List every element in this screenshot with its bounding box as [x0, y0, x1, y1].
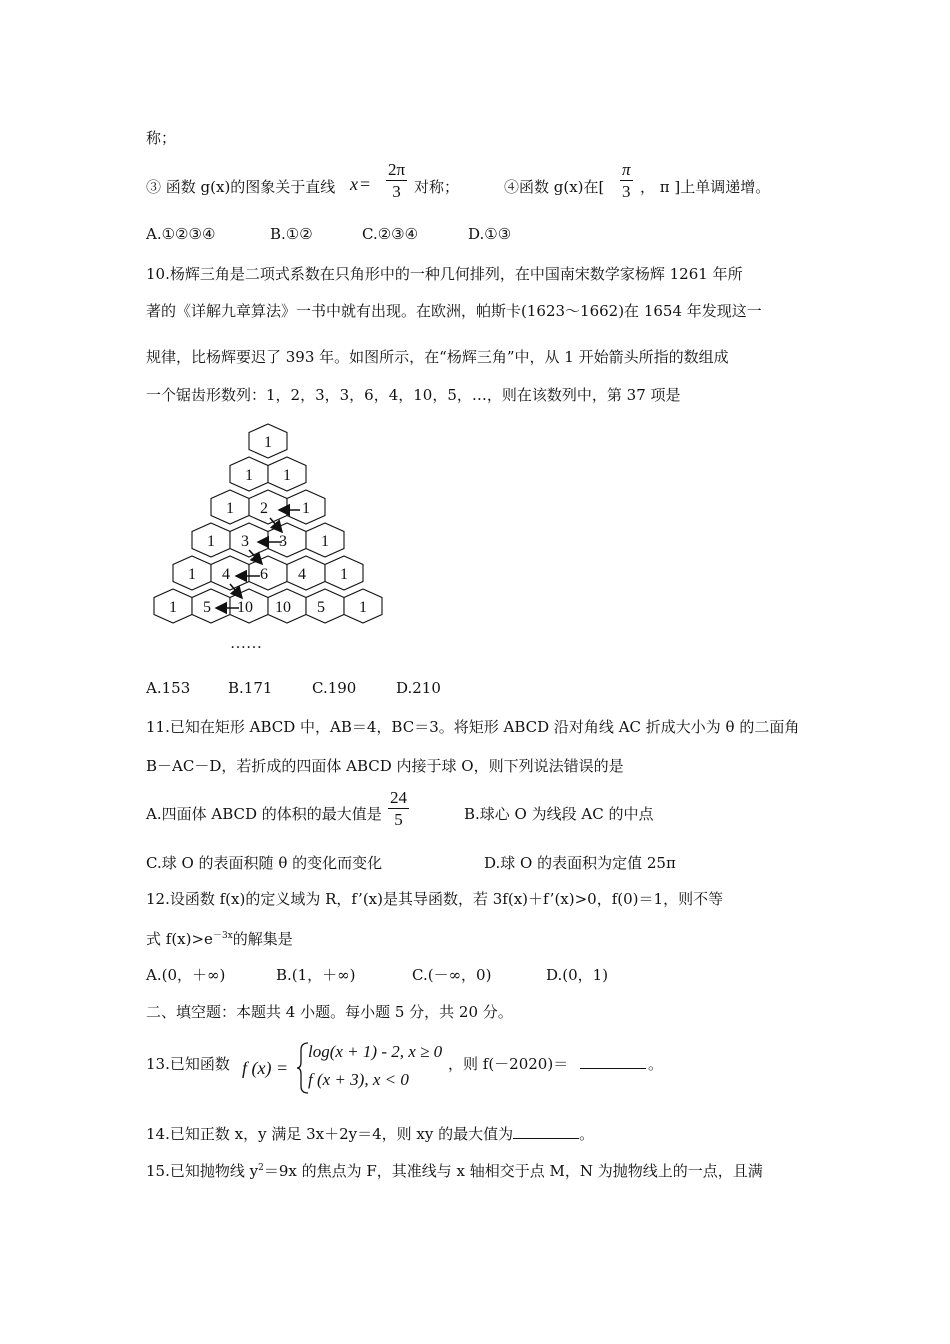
hex-cell [230, 523, 268, 557]
q14 [146, 1123, 594, 1144]
q13-case-1: log(x + 1) - 2, x ≥ 0 [308, 1042, 443, 1061]
section-2-heading: 二、填空题：本题共 4 小题。每小题 5 分，共 20 分。 [146, 1003, 513, 1021]
q15 [146, 1160, 763, 1181]
hex-cell-value: 4 [298, 566, 306, 583]
q10-line-4: 一个锯齿形数列：1，2，3，3，6，4，10，5，…，则在该数列中，第 37 项是 [146, 386, 681, 404]
q11-line-1: 11.已知在矩形 ABCD 中，AB＝4，BC＝3。将矩形 ABCD 沿对角线 AC 折成大小为 θ 的二面角 [146, 718, 800, 736]
q9-stmt4-numerator: π [622, 160, 631, 179]
q15-text-tail: ＝9x 的焦点为 F，其准线与 x 轴相交于点 M，N 为抛物线上的一点，且满 [263, 1162, 763, 1180]
q14-answer-blank[interactable] [513, 1124, 579, 1139]
hex-cell-value: 10 [275, 599, 291, 616]
q9-option-d: D.①③ [468, 225, 512, 243]
hex-cell [249, 490, 287, 524]
q11-line-2: B－AC－D，若折成的四面体 ABCD 内接于球 O，则下列说法错误的是 [146, 757, 624, 775]
q9-option-b: B.①② [270, 225, 313, 243]
hex-cell-value: 1 [340, 566, 348, 583]
hex-cell-value: 3 [241, 533, 249, 550]
hex-cell-value: 3 [279, 533, 287, 550]
q15-text: 15.已知抛物线 y [146, 1162, 259, 1180]
hex-cell-value: 1 [169, 599, 177, 616]
hex-cell-value: 5 [203, 599, 211, 616]
q9-stmt3-numerator: 2π [388, 160, 406, 179]
q11-option-a: A.四面体 ABCD 的体积的最大值是 [146, 805, 382, 823]
q9-option-c: C.②③④ [362, 225, 419, 243]
q10-option-a: A.153 [146, 679, 191, 697]
q9-stmt3-var: x [350, 174, 358, 194]
q10-line-2: 著的《详解九章算法》一书中就有出现。在欧洲，帕斯卡(1623～1662)在 1654 年发现这一 [146, 302, 762, 320]
hex-cell-value: 1 [226, 500, 234, 517]
q11-option-d: D.球 O 的表面积为定值 25π [484, 854, 676, 872]
q9-stmt3-tail: 对称； [414, 178, 460, 196]
q13-answer-blank[interactable] [580, 1054, 646, 1069]
hex-cell [192, 589, 230, 623]
q9-stmt3-fraction [386, 160, 407, 203]
q12-option-d: D.(0，1) [546, 966, 609, 984]
q12-option-b: B.(1，＋∞) [276, 966, 356, 984]
q9-stmt3-denominator: 3 [392, 182, 401, 201]
q13-case-2: f (x + 3), x < 0 [308, 1070, 409, 1089]
hex-cell-value: 1 [207, 533, 215, 550]
hex-cell-value: 2 [260, 500, 268, 517]
q9-stmt4-fraction [620, 160, 633, 203]
hex-cell [249, 556, 287, 590]
q9-continuation: 称； [146, 129, 177, 147]
q14-text: 14.已知正数 x，y 满足 3x＋2y＝4，则 xy 的最大值为 [146, 1125, 514, 1143]
figure-ellipsis: …… [230, 635, 262, 652]
q9-stmt4-text: ④函数 g(x)在[ [504, 178, 605, 196]
hex-cell-value: 6 [260, 566, 268, 583]
hex-cell-value: 10 [237, 599, 253, 616]
q12-line-2-text: 式 f(x)>e [146, 930, 213, 948]
q10-option-c: C.190 [312, 679, 357, 697]
hex-cell-value: 1 [283, 467, 291, 484]
q9-stmt4-denominator: 3 [622, 182, 631, 201]
q9-option-a: A.①②③④ [146, 225, 216, 243]
q12-line-2-tail: 的解集是 [232, 930, 293, 948]
q11-option-b: B.球心 O 为线段 AC 的中点 [464, 805, 654, 823]
hex-cell-value: 4 [222, 566, 230, 583]
q13-end: 。 [648, 1055, 664, 1073]
q9-stmt3-text: ③ 函数 g(x)的图象关于直线 [146, 178, 336, 196]
yang-hui-triangle-figure [146, 418, 396, 658]
hex-cell-value: 1 [302, 500, 310, 517]
q12-option-c: C.(－∞，0) [412, 966, 492, 984]
q13-function-name: f (x) = [242, 1058, 289, 1078]
hex-cell-value: 1 [188, 566, 196, 583]
hex-cell-value: 1 [264, 434, 272, 451]
q9-stmt4-tail: ， π ]上单调递增。 [640, 178, 771, 196]
hex-cell-value: 1 [321, 533, 329, 550]
q10-line-3: 规律，比杨辉要迟了 393 年。如图所示，在“杨辉三角”中，从 1 开始箭头所指的数组成 [146, 348, 729, 366]
hex-cell [287, 556, 325, 590]
q11-option-a-fraction [388, 788, 409, 831]
hex-cell [306, 589, 344, 623]
hex-cell-value: 1 [359, 599, 367, 616]
q12-line-2 [146, 928, 293, 949]
q15-exponent: 2 [258, 1163, 264, 1173]
q13-suffix: ，则 f(－2020)＝ [448, 1055, 569, 1073]
q12-exponent: －3x [212, 931, 233, 941]
hex-cell [268, 523, 306, 557]
q10-line-1: 10.杨辉三角是二项式系数在只角形中的一种几何排列，在中国南宋数学家杨辉 1261 年所 [146, 265, 743, 283]
q10-option-d: D.210 [396, 679, 441, 697]
hex-cell-value: 5 [317, 599, 325, 616]
q12-line-1: 12.设函数 f(x)的定义域为 R，f’(x)是其导函数，若 3f(x)＋f’(x)>0，f(0)＝1，则不等 [146, 890, 724, 908]
q11-option-c: C.球 O 的表面积随 θ 的变化而变化 [146, 854, 383, 872]
q14-end: 。 [579, 1125, 595, 1143]
q13-prefix: 13.已知函数 [146, 1055, 230, 1073]
hex-cell-value: 1 [245, 467, 253, 484]
q10-option-b: B.171 [228, 679, 273, 697]
q12-option-a: A.(0，＋∞) [146, 966, 226, 984]
q11-option-a-denominator: 5 [394, 810, 403, 829]
q9-stmt3-eq: = [360, 174, 371, 194]
q11-option-a-numerator: 24 [390, 788, 407, 807]
